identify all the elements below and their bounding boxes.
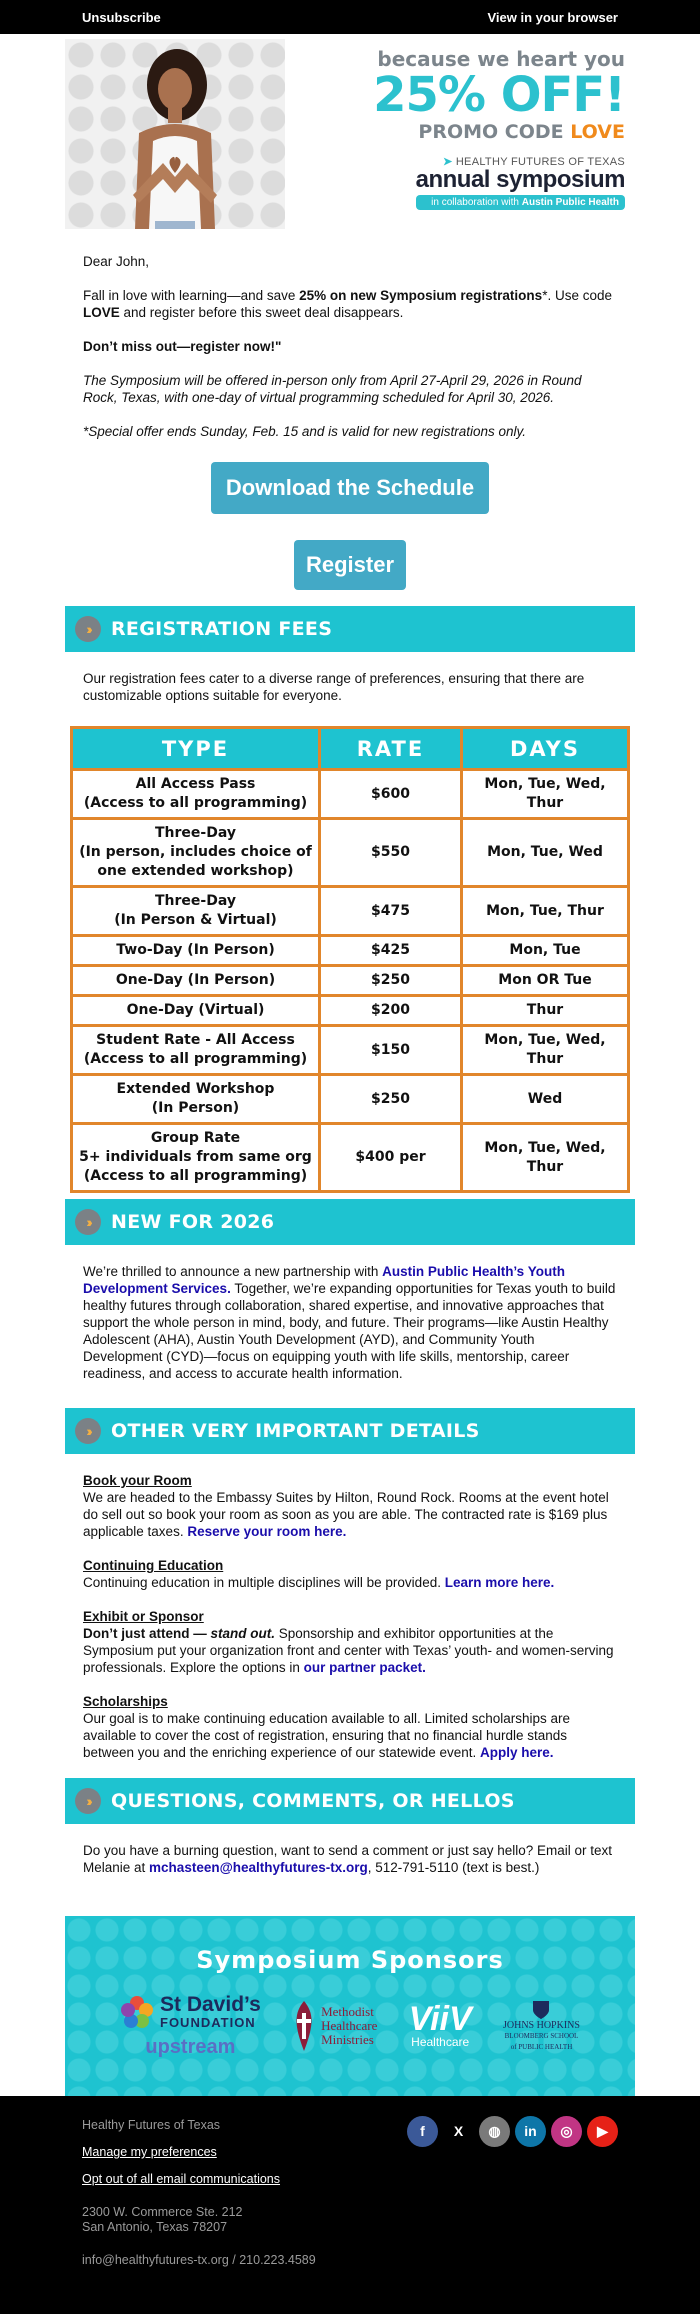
email-body <box>65 39 635 1876</box>
table-row <box>72 819 629 887</box>
download-schedule-button[interactable]: Download the Schedule <box>211 462 489 514</box>
manage-preferences-link[interactable]: Manage my preferences <box>82 2145 217 2159</box>
linkedin-icon[interactable]: in <box>515 2116 546 2147</box>
fee-type-cell: Two-Day (In Person) <box>72 936 320 966</box>
fee-days-cell: Mon, Tue, Wed, Thur <box>462 1026 629 1075</box>
fee-days-cell: Mon, Tue, Wed <box>462 819 629 887</box>
fee-rate-cell: $600 <box>320 770 462 819</box>
table-row <box>72 1124 629 1192</box>
table-row <box>72 1075 629 1124</box>
fee-rate-cell: $250 <box>320 966 462 996</box>
questions-text: Do you have a burning question, want to send a comment or just say hello? Email or text Melanie at mchasteen@healthyfutures-tx.org, 512-791-5110 (text is best.) <box>83 1843 613 1875</box>
new-for-2026-text: We’re thrilled to announce a new partnership with Austin Public Health’s Youth Development Services. Together, we’re expanding opportunities for Texas youth to build healthy futures through collaboration, shared expertise, and innovative approaches that support the whole person in mind, body, and future. Their programs—like Austin Healthy Adolescent (AHA), Austin Youth Development (AYD), and Community Youth Development (CYD)—focus on equipping youth with life skills, mentorship, career readiness, and access to accurate health information. <box>83 1264 616 1381</box>
fee-days-cell: Mon, Tue <box>462 936 629 966</box>
questions-header: ›› QUESTIONS, COMMENTS, OR HELLOS <box>65 1778 635 1824</box>
col-days: DAYS <box>462 728 629 770</box>
flower-icon <box>120 1995 154 2029</box>
fee-days-cell: Thur <box>462 996 629 1026</box>
partner-packet-link[interactable]: our partner packet. <box>303 1660 426 1675</box>
fee-rate-cell: $425 <box>320 936 462 966</box>
table-row <box>72 887 629 936</box>
footer-address-line1: 2300 W. Commerce Ste. 212 <box>82 2205 243 2219</box>
footer-org-name: Healthy Futures of Texas <box>82 2118 221 2132</box>
register-button[interactable]: Register <box>294 540 406 590</box>
top-bar <box>0 0 700 34</box>
fees-table-body <box>72 770 629 1192</box>
table-row <box>72 936 629 966</box>
important-details <box>65 1454 635 1761</box>
fee-days-cell: Mon OR Tue <box>462 966 629 996</box>
greeting: Dear John, <box>83 254 150 269</box>
fee-type-cell: Three-Day (In person, includes choice of one extended workshop) <box>72 819 320 887</box>
double-chevron-icon: ›› <box>75 1418 101 1444</box>
johns-hopkins-logo: JOHNS HOPKINS BLOOMBERG SCHOOL of PUBLIC HEALTH <box>503 2000 580 2053</box>
youth-development-link[interactable]: Austin Public Health’s Youth Development Services. <box>83 1264 565 1296</box>
fee-days-cell: Wed <box>462 1075 629 1124</box>
intro-text: Dear John, Fall in love with learning—and save 25% on new Symposium registrations*. Use code LOVE and register before this sweet deal disappears. Don’t miss out—register now!" The Symposium will be offered in-person only from April 27-April 29, 2026 in Round Rock, Texas, with one-day of virtual programming scheduled for April 30, 2026. *Special offer ends Sunday, Feb. 15 and is valid for new registrations only. <box>65 235 635 440</box>
continuing-education-block: Continuing Education Continuing education in multiple disciplines will be provided. Learn more here. <box>83 1558 555 1590</box>
fee-days-cell: Mon, Tue, Thur <box>462 887 629 936</box>
fees-description: Our registration fees cater to a diverse range of preferences, ensuring that there are customizable options suitable for everyone. <box>83 671 585 703</box>
fee-rate-cell: $150 <box>320 1026 462 1075</box>
view-in-browser-link[interactable]: View in your browser <box>487 9 618 25</box>
reserve-room-link[interactable]: Reserve your room here. <box>187 1524 347 1539</box>
table-row <box>72 996 629 1026</box>
fee-type-cell: All Access Pass (Access to all programming) <box>72 770 320 819</box>
social-icons <box>407 2116 618 2147</box>
fee-rate-cell: $550 <box>320 819 462 887</box>
methodist-healthcare-ministries-logo: Methodist Healthcare Ministries <box>292 1999 377 2053</box>
registration-fees-header: ›› REGISTRATION FEES <box>65 606 635 652</box>
double-chevron-icon: ›› <box>75 616 101 642</box>
fee-type-cell: One-Day (In Person) <box>72 966 320 996</box>
table-row <box>72 966 629 996</box>
fee-days-cell: Mon, Tue, Wed, Thur <box>462 1124 629 1192</box>
col-type: TYPE <box>72 728 320 770</box>
upstream-logo: upstream <box>145 2035 236 2058</box>
shield-icon <box>532 2000 550 2020</box>
promo-code-value: LOVE <box>570 121 625 143</box>
email-link[interactable]: mchasteen@healthyfutures-tx.org <box>149 1860 368 1875</box>
fee-rate-cell: $250 <box>320 1075 462 1124</box>
methodist-flame-icon <box>292 1999 316 2053</box>
globe-icon[interactable]: ◍ <box>479 2116 510 2147</box>
col-rate: RATE <box>320 728 462 770</box>
fee-rate-cell: $475 <box>320 887 462 936</box>
footer <box>0 2096 700 2314</box>
promo-block <box>285 39 635 235</box>
opt-out-link[interactable]: Opt out of all email communications <box>82 2172 281 2186</box>
important-details-header: ›› OTHER VERY IMPORTANT DETAILS <box>65 1408 635 1454</box>
chevron-right-icon: ➤ <box>442 156 456 168</box>
fee-days-cell: Mon, Tue, Wed, Thur <box>462 770 629 819</box>
facebook-icon[interactable]: f <box>407 2116 438 2147</box>
fee-rate-cell: $400 per <box>320 1124 462 1192</box>
table-row <box>72 1026 629 1075</box>
footer-address-line2: San Antonio, Texas 78207 <box>82 2220 228 2234</box>
fees-table <box>70 726 630 1193</box>
fee-rate-cell: $200 <box>320 996 462 1026</box>
st-davids-foundation-logo: St David’s FOUNDATION upstream <box>120 1994 261 2059</box>
fees-table-header <box>72 728 629 770</box>
sponsors-banner <box>65 1916 635 2096</box>
woman-heart-hands-image <box>115 45 235 229</box>
fee-type-cell: Three-Day (In Person & Virtual) <box>72 887 320 936</box>
hero-photo <box>65 39 285 229</box>
promo-discount: 25% OFF! <box>373 67 625 123</box>
scholarships-block: Scholarships Our goal is to make continuing education available to all. Limited scholarships are available to cover the cost of registration, ensuring that no financial hurdle stands between you and the enriching experience of our statewide event. Apply here. <box>83 1694 571 1760</box>
footer-contact: info@healthyfutures-tx.org / 210.223.4589 <box>82 2253 316 2267</box>
fee-type-cell: One-Day (Virtual) <box>72 996 320 1026</box>
instagram-icon[interactable]: ◎ <box>551 2116 582 2147</box>
fee-type-cell: Group Rate 5+ individuals from same org (Access to all programming) <box>72 1124 320 1192</box>
viiv-healthcare-logo: ViiV Healthcare <box>408 2000 472 2049</box>
new-for-2026-header: ›› NEW FOR 2026 <box>65 1199 635 1245</box>
exhibit-sponsor-block: Exhibit or Sponsor Don’t just attend — stand out. Sponsorship and exhibitor opportunities at the Symposium put your organization front and center with Texas’ youth- and women-serving professionals. Explore the options in our partner packet. <box>83 1609 614 1675</box>
apply-here-link[interactable]: Apply here. <box>480 1745 554 1760</box>
table-row <box>72 770 629 819</box>
promo-tagline: because we heart you <box>377 47 625 71</box>
promo-code: PROMO CODE LOVE <box>418 121 625 143</box>
book-room-block: Book your Room We are headed to the Embassy Suites by Hilton, Round Rock. Rooms at the event hotel do sell out so book your room as soon as you are able. The contracted rate is $169 plus applicable taxes. Reserve your room here. <box>83 1473 609 1539</box>
fee-type-cell: Extended Workshop (In Person) <box>72 1075 320 1124</box>
hero-banner <box>65 39 635 235</box>
x-icon[interactable]: X <box>443 2116 474 2147</box>
double-chevron-icon: ›› <box>75 1209 101 1235</box>
sponsors-title: Symposium Sponsors <box>196 1946 504 1974</box>
double-chevron-icon: ›› <box>75 1788 101 1814</box>
symposium-logo: ➤ HEALTHY FUTURES OF TEXAS annual symposium in collaboration with Austin Public Health <box>415 156 625 208</box>
fee-type-cell: Student Rate - All Access (Access to all programming) <box>72 1026 320 1075</box>
learn-more-link[interactable]: Learn more here. <box>444 1575 555 1590</box>
unsubscribe-link[interactable]: Unsubscribe <box>82 9 161 25</box>
youtube-icon[interactable]: ▶ <box>587 2116 618 2147</box>
